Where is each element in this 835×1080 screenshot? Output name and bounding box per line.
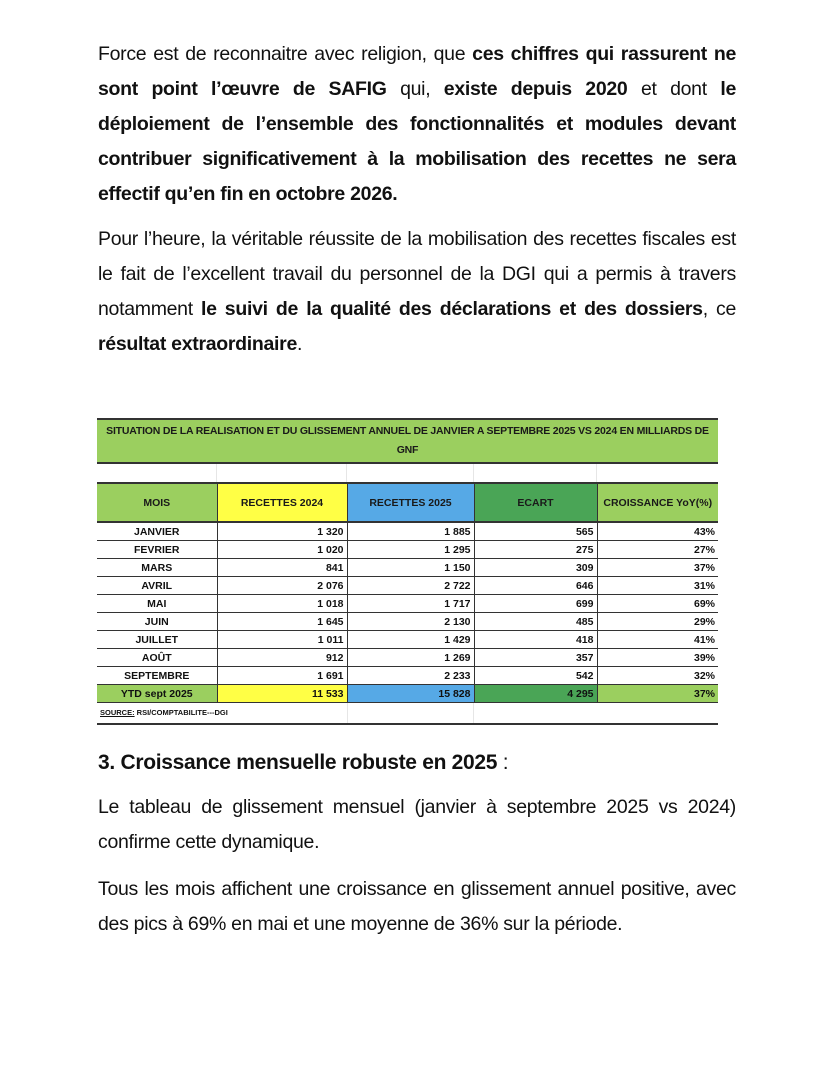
section-title: . Croissance mensuelle robuste en 2025 [109,751,498,774]
bold-text-run: le suivi de la qualité des déclarations et des dossiers [201,298,703,320]
text-run: , ce [702,298,736,320]
cell-mois: JUILLET [97,631,217,649]
cell-croissance: 37% [597,559,718,577]
total-croissance: 37% [597,685,718,703]
table-row [97,631,718,649]
cell-r2024: 1 645 [217,613,347,631]
table-title: SITUATION DE LA REALISATION ET DU GLISSEMENT ANNUEL DE JANVIER A SEPTEMBRE 2025 VS 2024 EN MILLIARDS DE GNF [97,418,718,464]
table-spacer-row [97,464,718,482]
cell-r2025: 2 722 [347,577,474,595]
cell-r2025: 1 885 [347,522,474,541]
cell-mois: AOÛT [97,649,217,667]
cell-r2025: 1 717 [347,595,474,613]
cell-r2025: 1 150 [347,559,474,577]
cell-ecart: 357 [474,649,597,667]
cell-ecart: 309 [474,559,597,577]
table-row [97,595,718,613]
section-heading [98,745,736,780]
cell-ecart: 542 [474,667,597,685]
cell-r2024: 2 076 [217,577,347,595]
bold-text-run: existe depuis 2020 [443,78,628,100]
section-suffix: : [497,751,509,774]
header-mois: MOIS [97,483,217,522]
table-row [97,541,718,559]
section-number: 3 [98,751,110,774]
cell-r2024: 1 320 [217,522,347,541]
cell-r2024: 1 691 [217,667,347,685]
cell-ecart: 646 [474,577,597,595]
table-row [97,649,718,667]
cell-mois: MAI [97,595,217,613]
bold-text-run: résultat extraordinaire [98,333,298,355]
intro-paragraph [98,37,736,212]
cell-croissance: 43% [597,522,718,541]
cell-croissance: 32% [597,667,718,685]
cell-croissance: 41% [597,631,718,649]
table-row [97,613,718,631]
table-source-row [97,703,718,725]
cell-ecart: 699 [474,595,597,613]
source-value: RSI/COMPTABILITE---DGI [134,708,228,717]
text-run: . [297,333,303,355]
cell-mois: JUIN [97,613,217,631]
source-label: SOURCE: [100,708,135,717]
bold-text-run: ces chiffres qui rassurent ne sont point l’œuvre de SAFIG [98,43,737,100]
cell-r2025: 1 429 [347,631,474,649]
cell-croissance: 69% [597,595,718,613]
cell-mois: FEVRIER [97,541,217,559]
cell-mois: JANVIER [97,522,217,541]
table-row [97,577,718,595]
revenue-table [97,418,718,725]
table-header-row [97,483,718,522]
text-run: Pour l’heure, la véritable réussite de la mobilisation des recettes fiscales est le fait de l’excellent travail du personnel de la DGI qui a permis à travers notamment [98,228,736,320]
cell-ecart: 485 [474,613,597,631]
growth-paragraph: Tous les mois affichent une croissance en glissement annuel positive, avec des pics à 69% en mai et une moyenne de 36% sur la période. [98,878,736,935]
total-mois: YTD sept 2025 [97,685,217,703]
cell-r2024: 1 020 [217,541,347,559]
cell-croissance: 29% [597,613,718,631]
cell-r2024: 1 018 [217,595,347,613]
cell-r2024: 841 [217,559,347,577]
table-total-row [97,685,718,703]
text-run: et dont [627,78,721,100]
table-row [97,667,718,685]
header-croissance: CROISSANCE YoY(%) [597,483,718,522]
text-run: Force est de reconnaitre avec religion, que [98,43,473,65]
header-recettes-2025: RECETTES 2025 [347,483,474,522]
cell-r2025: 2 130 [347,613,474,631]
table-row [97,522,718,541]
cell-ecart: 565 [474,522,597,541]
bold-text-run: le déploiement de l’ensemble des fonctionnalités et modules devant contribuer significativement à la mobilisation des recettes ne sera effectif qu’en fin en octobre 2026. [98,78,736,205]
header-ecart: ECART [474,483,597,522]
cell-r2025: 2 233 [347,667,474,685]
cell-mois: MARS [97,559,217,577]
cell-mois: AVRIL [97,577,217,595]
cell-croissance: 31% [597,577,718,595]
total-r2024: 11 533 [217,685,347,703]
cell-ecart: 418 [474,631,597,649]
total-ecart: 4 295 [474,685,597,703]
table-summary-paragraph: Le tableau de glissement mensuel (janvier à septembre 2025 vs 2024) confirme cette dynamique. [98,796,736,853]
cell-croissance: 27% [597,541,718,559]
table-row [97,559,718,577]
cell-mois: SEPTEMBRE [97,667,217,685]
total-r2025: 15 828 [347,685,474,703]
cell-r2025: 1 295 [347,541,474,559]
header-recettes-2024: RECETTES 2024 [217,483,347,522]
text-run: qui, [386,78,444,100]
revenue-data-table [97,482,718,703]
cell-ecart: 275 [474,541,597,559]
cell-croissance: 39% [597,649,718,667]
cell-r2024: 912 [217,649,347,667]
cell-r2025: 1 269 [347,649,474,667]
cell-r2024: 1 011 [217,631,347,649]
source-note [97,703,347,723]
dgi-paragraph [98,222,736,362]
